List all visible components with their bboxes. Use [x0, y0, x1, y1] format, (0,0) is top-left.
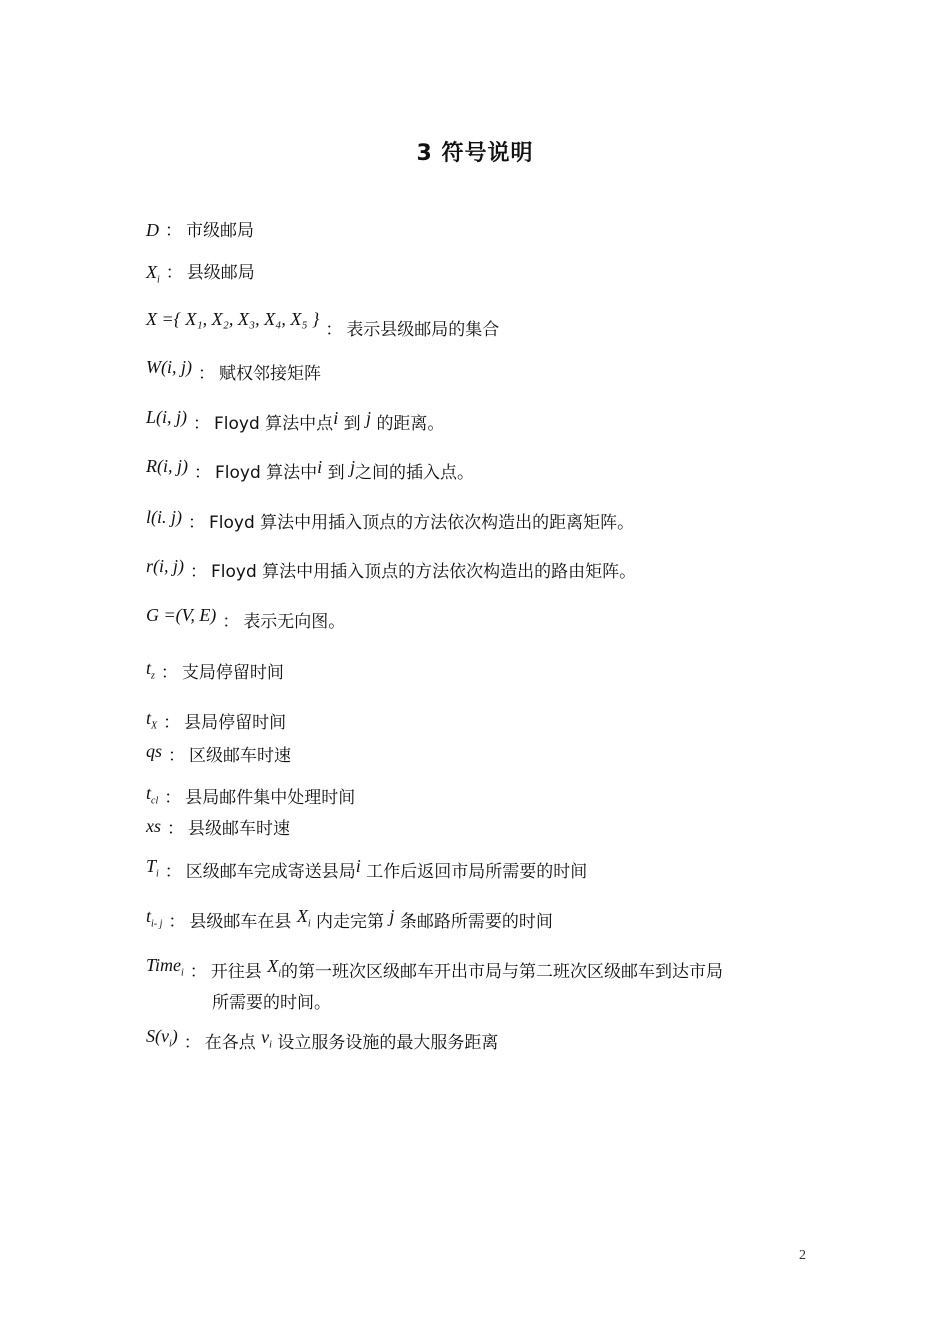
- entry-l: [146, 503, 635, 533]
- description: 支局停留时间: [181, 663, 284, 683]
- symbol: $t_{i- j}$: [146, 906, 163, 930]
- entry-ti-j: [146, 902, 553, 930]
- inline-symbol: $v_i$: [261, 1027, 272, 1051]
- entry-r: [146, 552, 637, 582]
- symbol: $S(v_i)$: [146, 1026, 178, 1050]
- separator: ：: [164, 862, 182, 882]
- inline-symbol: j: [350, 457, 356, 477]
- symbol: W(i, j): [146, 357, 192, 377]
- separator: ：: [189, 962, 207, 982]
- entry-tz: [146, 654, 284, 682]
- symbol: X ={ X₁, X₂, X₃, X₄, X₅ }: [146, 309, 320, 329]
- separator: ：: [163, 713, 181, 733]
- entry-S: [146, 1022, 499, 1053]
- entry-xs: [146, 812, 290, 837]
- description: Floyd 算法中用插入顶点的方法依次构造出的距离矩阵。: [209, 513, 635, 533]
- separator: ：: [194, 463, 211, 483]
- separator: ：: [168, 746, 186, 766]
- symbol: $t_{cl}$: [146, 783, 159, 807]
- description: Floyd 算法中点i 到 j 的距离。: [214, 408, 445, 434]
- description: 表示县级邮局的集合: [346, 320, 500, 340]
- symbol: Time$_i$: [146, 955, 184, 979]
- symbol: G =(V, E): [146, 605, 217, 625]
- inline-symbol: $X_i$: [267, 956, 281, 980]
- description: 县级邮车时速: [188, 819, 290, 839]
- entry-R: [146, 452, 475, 483]
- entry-Time: [146, 951, 723, 982]
- symbol: L(i, j): [146, 407, 188, 427]
- entry-Ti: [146, 852, 587, 880]
- entry-tcl: [146, 779, 355, 807]
- description: 市级邮局: [186, 221, 254, 241]
- symbol: D: [146, 220, 159, 240]
- entry-Time-continuation: 所需要的时间。: [212, 993, 331, 1013]
- symbol: R(i, j): [146, 456, 188, 476]
- separator: ：: [197, 364, 215, 384]
- symbol: $t_z$: [146, 658, 155, 682]
- symbol: $X_i$: [146, 262, 160, 286]
- inline-symbol: j: [389, 906, 395, 926]
- description: 表示无向图。: [243, 612, 346, 632]
- description: 区级邮车完成寄送县局i 工作后返回市局所需要的时间: [185, 856, 588, 882]
- description: 县局停留时间: [184, 713, 287, 733]
- separator: ：: [167, 819, 184, 839]
- separator: ：: [165, 221, 182, 241]
- symbol: xs: [146, 816, 161, 836]
- entry-G: [146, 601, 346, 632]
- page-number: 2: [799, 1248, 806, 1263]
- description: 县级邮车在县 $X_i$ 内走完第 j 条邮路所需要的时间: [189, 906, 553, 932]
- inline-symbol: i: [317, 457, 323, 477]
- inline-symbol: $X_i$: [296, 906, 311, 930]
- inline-symbol: j: [366, 408, 372, 428]
- entry-Xi: [146, 258, 255, 286]
- entry-D: [146, 216, 254, 241]
- entry-qs: [146, 737, 292, 766]
- entry-tX: [146, 704, 286, 732]
- inline-symbol: i: [355, 856, 361, 876]
- entry-X-set: [146, 305, 500, 340]
- separator: ：: [183, 1033, 201, 1053]
- description: 赋权邻接矩阵: [218, 364, 321, 384]
- separator: ：: [168, 912, 186, 932]
- separator: ：: [160, 663, 178, 683]
- description: 县级邮局: [186, 263, 255, 283]
- symbol: r(i, j): [146, 556, 184, 576]
- separator: ：: [193, 414, 211, 434]
- description: 区级邮车时速: [189, 746, 292, 766]
- description: Floyd 算法中i 到 j之间的插入点。: [215, 457, 475, 483]
- separator: ：: [165, 263, 183, 283]
- separator: ：: [164, 788, 182, 808]
- description: Floyd 算法中用插入顶点的方法依次构造出的路由矩阵。: [211, 562, 637, 582]
- symbol: $t_X$: [146, 708, 158, 732]
- separator: ：: [222, 612, 240, 632]
- entry-L: [146, 403, 445, 434]
- description: 在各点 $v_i$ 设立服务设施的最大服务距离: [204, 1027, 499, 1053]
- symbol: $T_i$: [146, 856, 159, 880]
- separator: ：: [325, 320, 343, 340]
- symbol: l(i. j): [146, 507, 182, 527]
- entry-W: [146, 353, 321, 384]
- separator: ：: [188, 513, 205, 533]
- section-title: 3 符号说明: [416, 141, 534, 166]
- separator: ：: [190, 562, 207, 582]
- inline-symbol: i: [333, 408, 339, 428]
- symbol: qs: [146, 741, 163, 761]
- description: 开往县 $X_i$的第一班次区级邮车开出市局与第二班次区级邮车到达市局: [210, 956, 723, 982]
- description: 县局邮件集中处理时间: [185, 788, 356, 808]
